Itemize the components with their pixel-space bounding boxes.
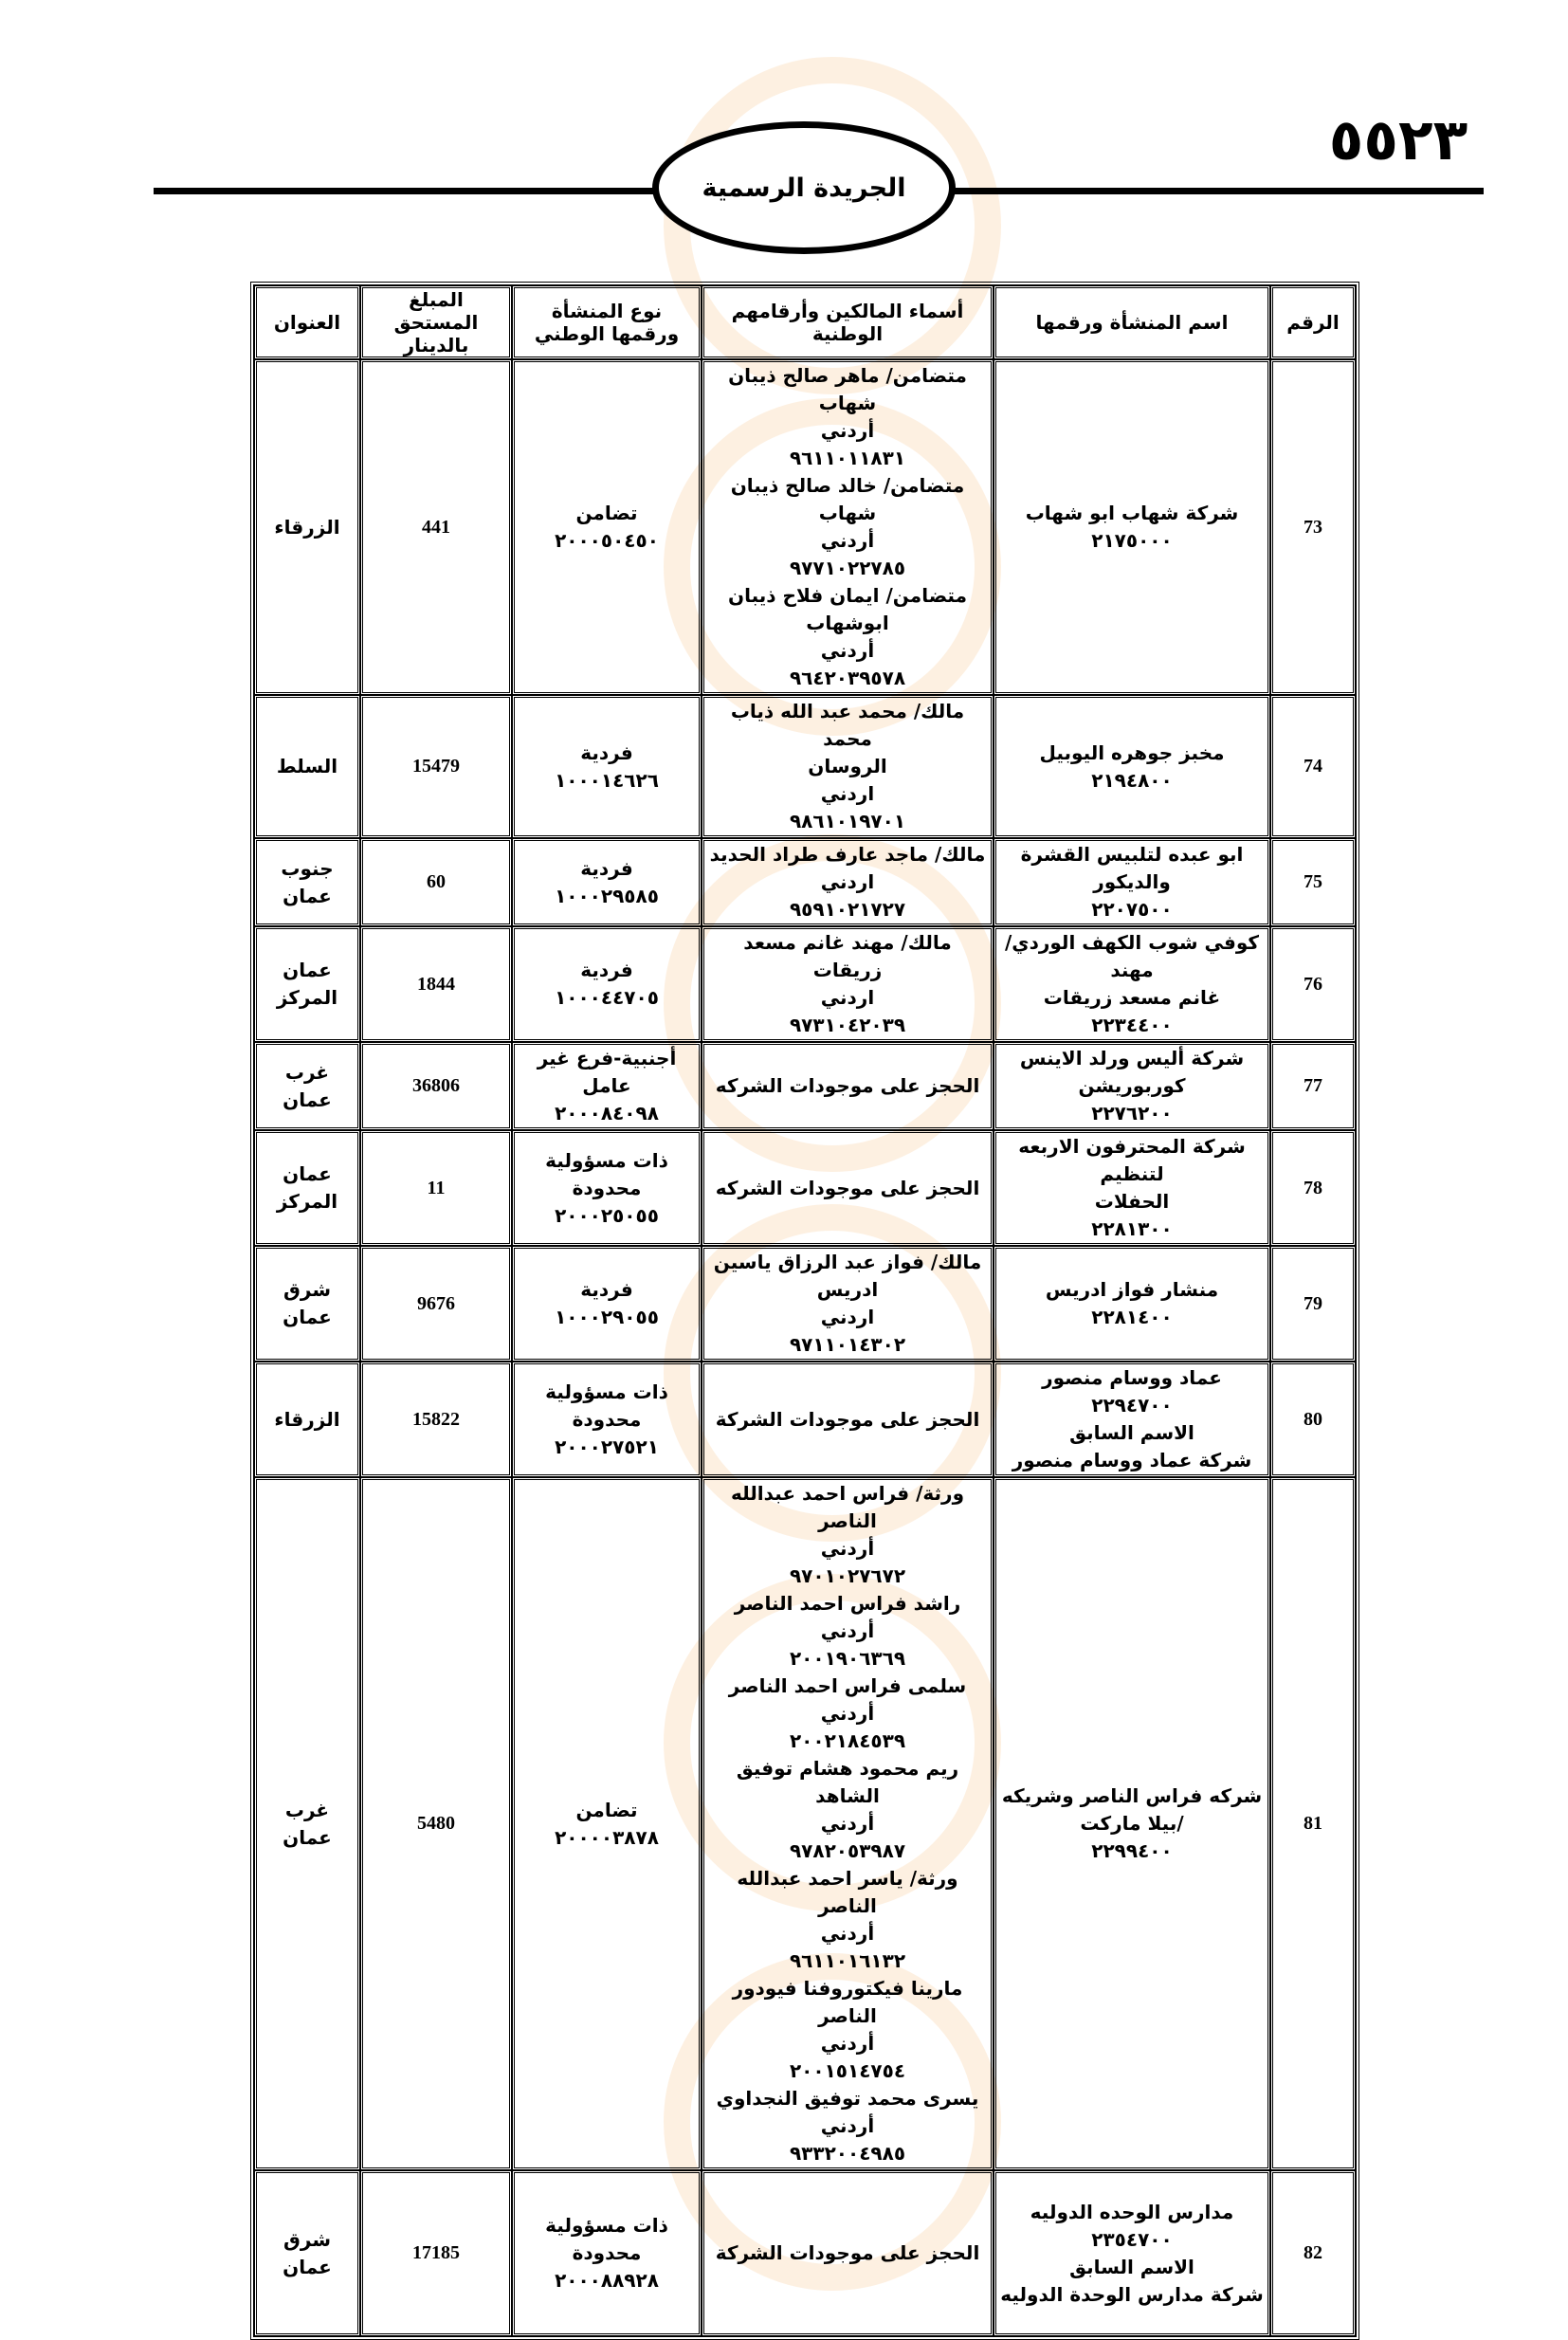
owners-line: الروسان: [808, 755, 887, 777]
address-line: عمان: [283, 1306, 332, 1328]
owners-line: متضامن/ ماهر صالح ذيبان شهاب: [728, 364, 967, 414]
establishment-type-line: فردية: [580, 740, 633, 764]
row-number: 74: [1270, 695, 1356, 838]
address: [254, 2170, 360, 2336]
establishment-name-line: ٢٢٣٤٤٠٠: [1091, 1014, 1173, 1036]
owners-line: ٩٥٩١٠٢١٧٢٧: [789, 898, 906, 921]
establishment-name-line: ٢٣٥٤٧٠٠: [1091, 2227, 1173, 2251]
gazette-title-oval: [652, 121, 956, 254]
owners: [702, 926, 994, 1042]
address-line: جنوب: [281, 856, 334, 880]
owners-line: أردني: [820, 1922, 875, 1945]
owners: [702, 1477, 994, 2170]
col-header-type: نوع المنشأة ورقمها الوطني: [512, 285, 702, 359]
row-number: 79: [1270, 1246, 1356, 1362]
owners: [702, 2170, 994, 2336]
owners-line: يسرى محمد توفيق النجداوي: [716, 2087, 979, 2110]
establishment-type-line: ٢٠٠٠٨٤٠٩٨: [555, 1102, 659, 1124]
establishment-name-line: /بيلا ماركت: [1080, 1812, 1184, 1835]
address: [254, 1246, 360, 1362]
establishment-type-line: ١٠٠٠٤٤٧٠٥: [555, 986, 659, 1009]
row-number: 78: [1270, 1130, 1356, 1246]
establishment-name-line: كوربوريشن: [1078, 1074, 1186, 1097]
address-line: غرب: [284, 1060, 330, 1084]
page-number: ٥٥٢٣: [1328, 107, 1468, 174]
establishment-name-line: ٢١٧٥٠٠٠: [1091, 529, 1173, 552]
col-header-address: العنوان: [254, 285, 360, 359]
address-line: غرب: [284, 1798, 330, 1821]
owners-line: ٢٠٠٢١٨٤٥٣٩: [789, 1729, 906, 1752]
amount-due: 5480: [360, 1477, 512, 2170]
owners-line: متضامن/ ايمان فلاح ذيبان: [728, 584, 967, 607]
establishment-type: [512, 695, 702, 838]
owners-line: أردني: [820, 2032, 875, 2055]
owners-line: ٩٨٦١٠١٩٧٠١: [789, 810, 906, 832]
table-row: [254, 695, 1356, 838]
establishment-name-line: ٢٢٨١٤٠٠: [1091, 1306, 1173, 1328]
table-row: [254, 1042, 1356, 1130]
establishment-name-line: الحفلات: [1094, 1190, 1170, 1213]
establishment-name: [994, 1042, 1270, 1130]
establishment-name-line: شركة عماد ووسام منصور: [1012, 1449, 1252, 1472]
owners-line: أردني: [820, 2114, 875, 2137]
establishment-name-line: ابو عبده لتلبيس القشرة: [1020, 843, 1244, 866]
col-header-owners: أسماء المالكين وأرقامهم الوطنية: [702, 285, 994, 359]
owners-line: ٢٠٠١٩٠٦٣٦٩: [789, 1647, 906, 1670]
establishment-type: [512, 926, 702, 1042]
establishment-type-line: ١٠٠٠٢٩٥٨٥: [555, 884, 659, 907]
establishment-type-line: ٢٠٠٠٢٧٥٢١: [555, 1435, 659, 1458]
establishment-type-line: عامل: [582, 1074, 631, 1097]
owners-line: الحجز على موجودات الشركة: [715, 1407, 980, 1431]
amount-due: 60: [360, 838, 512, 926]
owners-line: ادريس: [816, 1278, 879, 1301]
owners: [702, 1042, 994, 1130]
establishment-name-line: ٢١٩٤٨٠٠: [1091, 768, 1173, 792]
owners-line: ٩٣٣٢٠٠٤٩٨٥: [789, 2142, 906, 2165]
establishment-type: [512, 359, 702, 695]
address-line: المركز: [276, 986, 338, 1009]
owners-line: متضامن/ خالد صالح ذيبان شهاب: [730, 474, 965, 524]
establishment-type-line: ذات مسؤولية: [545, 1380, 668, 1403]
owners-line: مارينا فيكتوروفنا فيودور الناصر: [732, 1977, 963, 2027]
establishment-name-line: مدارس الوحده الدوليه: [1030, 2200, 1234, 2223]
address: [254, 1042, 360, 1130]
table-row: [254, 2170, 1356, 2336]
owners: [702, 1362, 994, 1477]
table-row: [254, 359, 1356, 695]
owners-line: راشد فراس احمد الناصر: [734, 1592, 961, 1615]
owners-line: الحجز على موجودات الشركه: [715, 1074, 980, 1097]
establishment-name-line: كوفي شوب الكهف الوردي/مهند: [1004, 931, 1260, 981]
owners: [702, 838, 994, 926]
owners-line: ٢٠٠١٥١٤٧٥٤: [789, 2059, 906, 2082]
owners-line: ٩٦١١٠١٦١٣٢: [789, 1949, 906, 1972]
establishment-type-line: ١٠٠٠١٤٦٢٦: [555, 768, 659, 792]
gazette-title: الجريدة الرسمية: [702, 173, 906, 203]
establishment-name-line: الاسم السابق: [1069, 2255, 1194, 2278]
establishment-name-line: منشار فواز ادريس: [1045, 1278, 1219, 1301]
table-row: [254, 1362, 1356, 1477]
owners-line: ورثة/ فراس احمد عبدالله الناصر: [730, 1482, 965, 1532]
address: [254, 1130, 360, 1246]
amount-due: 1844: [360, 926, 512, 1042]
table-row: [254, 1130, 1356, 1246]
owners-line: ٩٧٠١٠٢٧٦٧٢: [789, 1564, 906, 1587]
owners-line: ورثة/ ياسر احمد عبدالله الناصر: [737, 1867, 958, 1917]
owners-line: ٩٧٨٢٠٥٣٩٨٧: [789, 1839, 906, 1862]
owners-line: سلمى فراس احمد الناصر: [728, 1674, 967, 1697]
establishment-name-line: والديكور: [1093, 870, 1171, 893]
amount-due: 17185: [360, 2170, 512, 2336]
establishment-type: [512, 1246, 702, 1362]
establishment-name-line: شركه فراس الناصر وشريكه: [1001, 1784, 1263, 1807]
owners-line: الحجز على موجودات الشركه: [715, 1176, 980, 1199]
establishment-type-line: فردية: [580, 959, 633, 981]
owners-line: أردني: [820, 1702, 875, 1725]
owners-line: مالك/ ماجد عارف طراد الحديد: [709, 843, 986, 866]
col-header-name: اسم المنشأة ورقمها: [994, 285, 1270, 359]
row-number: 73: [1270, 359, 1356, 695]
address-line: عمان: [283, 1088, 332, 1111]
col-header-amount: المبلغ المستحق بالدينار: [360, 285, 512, 359]
establishment-type-line: فردية: [580, 1278, 633, 1301]
owners-line: مالك/ محمد عبد الله ذياب محمد: [730, 700, 965, 750]
amount-due: 15479: [360, 695, 512, 838]
row-number: 80: [1270, 1362, 1356, 1477]
amount-due: 9676: [360, 1246, 512, 1362]
row-number: 77: [1270, 1042, 1356, 1130]
establishment-name-line: مخبز جوهره اليوبيل: [1039, 740, 1225, 764]
owners-line: ٩٦١١٠١١٨٣١: [789, 447, 906, 469]
owners-line: أردني: [820, 1537, 875, 1560]
address-line: عمان: [283, 1162, 332, 1185]
establishment-type-line: محدودة: [572, 1407, 642, 1431]
owners-line: أردني: [820, 419, 875, 442]
establishment-type: [512, 838, 702, 926]
owners: [702, 695, 994, 838]
establishment-name: [994, 359, 1270, 695]
amount-due: 11: [360, 1130, 512, 1246]
owners-line: أردني: [820, 529, 875, 552]
address-line: عمان: [283, 959, 332, 981]
establishment-name-line: شركة مدارس الوحدة الدوليه: [1000, 2282, 1264, 2306]
owners-line: أردني: [820, 639, 875, 662]
address-line: الزرقاء: [274, 515, 340, 539]
establishment-name: [994, 926, 1270, 1042]
address: [254, 838, 360, 926]
row-number: 81: [1270, 1477, 1356, 2170]
owners-line: اردني: [820, 870, 875, 893]
establishment-type-line: تضامن: [575, 1798, 638, 1821]
establishment-type: [512, 2170, 702, 2336]
address: [254, 359, 360, 695]
row-number: 76: [1270, 926, 1356, 1042]
owners: [702, 1130, 994, 1246]
owners-line: ٩٧٣١٠٤٢٠٣٩: [789, 1014, 906, 1036]
address: [254, 926, 360, 1042]
establishment-name-line: ٢٢٠٧٥٠٠: [1091, 898, 1173, 921]
owners-line: ٩٧٧١٠٢٢٧٨٥: [789, 557, 906, 579]
establishment-type: [512, 1130, 702, 1246]
amount-due: 441: [360, 359, 512, 695]
owners-line: اردني: [820, 1306, 875, 1328]
establishment-name: [994, 1362, 1270, 1477]
table-header-row: [254, 285, 1356, 359]
establishment-type-line: محدودة: [572, 2241, 642, 2264]
address-line: عمان: [283, 1825, 332, 1849]
owners-line: ٩٧١١٠١٤٣٠٢: [789, 1333, 906, 1356]
address: [254, 1477, 360, 2170]
establishment-name-line: ٢٢٩٤٧٠٠: [1091, 1394, 1173, 1417]
col-header-number: الرقم: [1270, 285, 1356, 359]
establishment-name-line: غانم مسعد زريقات: [1043, 986, 1221, 1009]
amount-due: 36806: [360, 1042, 512, 1130]
establishment-name-line: الاسم السابق: [1069, 1421, 1194, 1444]
establishment-name-line: ٢٢٨١٣٠٠: [1091, 1217, 1173, 1240]
owners-line: أردني: [820, 1619, 875, 1642]
establishment-name-line: شركة شهاب ابو شهاب: [1025, 502, 1239, 524]
owners-line: ابوشهاب: [806, 612, 889, 634]
establishment-type-line: فردية: [580, 856, 633, 880]
debtors-table: [250, 282, 1359, 2340]
address-line: السلط: [276, 755, 338, 777]
establishment-type: [512, 1042, 702, 1130]
establishment-type-line: تضامن: [575, 502, 638, 524]
address-line: شرق: [283, 1278, 331, 1301]
amount-due: 15822: [360, 1362, 512, 1477]
establishment-type-line: ذات مسؤولية: [545, 2214, 668, 2237]
establishment-type-line: ٢٠٠٠٠٣٨٧٨: [555, 1825, 659, 1849]
row-number: 75: [1270, 838, 1356, 926]
establishment-type-line: محدودة: [572, 1176, 642, 1199]
establishment-type: [512, 1362, 702, 1477]
establishment-name-line: ٢٢٧٦٢٠٠: [1091, 1102, 1173, 1124]
owners-line: اردني: [820, 986, 875, 1009]
owners-line: الحجز على موجودات الشركة: [715, 2241, 980, 2264]
establishment-name: [994, 1246, 1270, 1362]
owners-line: مالك/ مهند غانم مسعد زريقات: [743, 931, 952, 981]
establishment-type-line: ٢٠٠٠٨٨٩٢٨: [555, 2269, 659, 2292]
establishment-name: [994, 695, 1270, 838]
establishment-type-line: أجنبية-فرع غير: [537, 1047, 677, 1069]
owners: [702, 1246, 994, 1362]
table-row: [254, 1477, 1356, 2170]
establishment-type: [512, 1477, 702, 2170]
row-number: 82: [1270, 2170, 1356, 2336]
establishment-name-line: شركة المحترفون الاربعه لتنظيم: [1018, 1135, 1246, 1185]
address-line: المركز: [276, 1190, 338, 1213]
owners: [702, 359, 994, 695]
address-line: عمان: [283, 884, 332, 907]
establishment-name: [994, 1477, 1270, 2170]
establishment-type-line: ١٠٠٠٢٩٠٥٥: [555, 1306, 659, 1328]
table-row: [254, 1246, 1356, 1362]
address: [254, 1362, 360, 1477]
owners-line: ريم محمود هشام توفيق الشاهد: [736, 1757, 959, 1807]
table-row: [254, 838, 1356, 926]
owners-line: أردني: [820, 1812, 875, 1835]
owners-line: مالك/ فواز عبد الرزاق ياسين: [713, 1251, 982, 1273]
establishment-type-line: ٢٠٠٠٥٠٤٥٠: [555, 529, 659, 552]
address: [254, 695, 360, 838]
establishment-type-line: ٢٠٠٠٢٥٠٥٥: [555, 1203, 659, 1227]
owners-line: ٩٦٤٢٠٣٩٥٧٨: [789, 667, 906, 689]
establishment-name: [994, 2170, 1270, 2336]
establishment-type-line: ذات مسؤولية: [545, 1148, 668, 1172]
address-line: عمان: [283, 2255, 332, 2278]
address-line: شرق: [283, 2227, 331, 2251]
establishment-name-line: ٢٢٩٩٤٠٠: [1091, 1839, 1173, 1862]
address-line: الزرقاء: [274, 1407, 340, 1431]
owners-line: اردني: [820, 782, 875, 805]
table-row: [254, 926, 1356, 1042]
establishment-name: [994, 838, 1270, 926]
establishment-name-line: شركة أليس ورلد الاينس: [1019, 1047, 1245, 1069]
establishment-name-line: عماد ووسام منصور: [1042, 1366, 1222, 1389]
establishment-name: [994, 1130, 1270, 1246]
